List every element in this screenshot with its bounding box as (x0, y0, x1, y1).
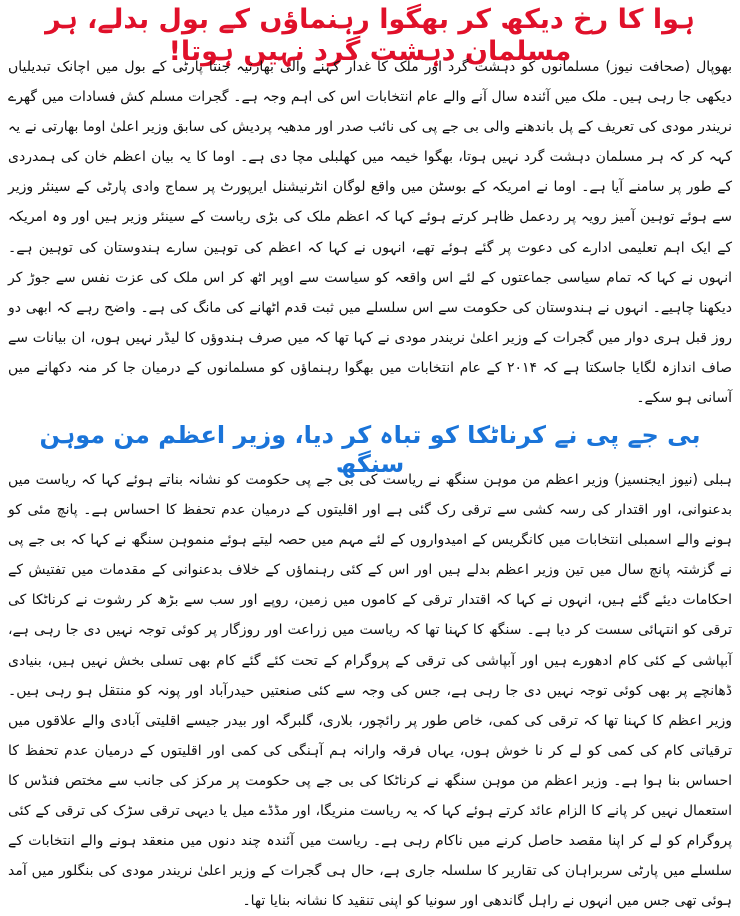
article-2-headline: بی جے پی نے کرناٹکا کو تباہ کر دیا، وزیر اعظم من موہن سنگھ (39, 421, 701, 478)
article-1-headline: ہوا کا رخ دیکھ کر بھگوا رہنماؤں کے بول بدلے، ہر مسلمان دہشت گرد نہیں ہوتا! (45, 4, 695, 68)
article-1-body: بھوپال (صحافت نیوز) مسلمانوں کو دہشت گرد اور ملک کا غدار کہنے والی بھارتیہ جنتا پارٹی کے بول میں اچانک تبدیلیاں دیکھی جا رہی ہیں۔ ملک میں آئندہ سال آنے والے عام انتخابات اس کی اہم وجہ ہے۔ گجرات مسلم کش فسادات میں گھرے نریندر مودی کی تعریف کے پل باندھنے والی بی جے پی کی نائب صدر اور مدھیہ پردیش کی سابق وزیر اعلیٰ اوما بھارتی نے یہ کہہ کر کہ ہر مسلمان دہشت گرد نہیں ہوتا، بھگوا خیمہ میں کھلبلی مچا دی ہے۔ اوما کا یہ بیان اعظم خان کی ہمدردی کے طور پر سامنے آیا ہے۔ اوما نے امریکہ کے بوسٹن میں واقع لوگان انٹرنیشنل ایرپورٹ پر سماج وادی پارٹی کے سینئر وزیر سے ہوئے توہین آمیز رویہ پر ردعمل ظاہر کرتے ہوئے کہا کہ اعظم ملک کی بڑی ریاست کے سینئر وزیر ہیں اور وہ امریکہ کے ایک اہم تعلیمی ادارے کی دعوت پر گئے ہوئے تھے، انہوں نے کہا کہ اعظم کی توہین سارے ہندوستان کی توہین ہے۔ انہوں نے کہا کہ تمام سیاسی جماعتوں کے لئے اس واقعہ کو سیاست سے اوپر اٹھ کر اس ملک کی عزت نفس سے جوڑ کر دیکھنا چاہیے۔ انہوں نے ہندوستان کی حکومت سے اس سلسلے میں ثبت قدم اٹھانے کی مانگ کی ہے۔ واضح رہے کہ ابھی دو روز قبل ہری دوار میں گجرات کے وزیر اعلیٰ نریندر مودی نے کہا تھا کہ میں صرف ہندوؤں کا لیڈر نہیں ہوں، ان بیانات سے صاف اندازہ لگایا جاسکتا ہے کہ ۲۰۱۴ کے عام انتخابات میں بھگوا رہنماؤں کو مسلمانوں کے درمیان جا کر منہ دکھانے میں آسانی ہو سکے۔ (8, 59, 733, 407)
article-2-body: ہبلی (نیوز ایجنسیز) وزیر اعظم من موہن سنگھ نے ریاست کی بی جے پی حکومت کو نشانہ بناتے ہوئے کہا کہ ریاست میں بدعنوانی، اور اقتدار کی رسہ کشی سے ترقی رک گئی ہے اور اقلیتوں کے درمیان عدم تحفظ کا احساس ہے۔ پانچ مئی کو ہونے والے اسمبلی انتخابات میں کانگریس کے امیدواروں کے لئے مہم میں حصہ لیتے ہوئے منموہن سنگھ نے کہا کہ بی جے پی نے گزشتہ پانچ سال میں تین وزیر اعظم بدلے ہیں اور اس کے کئی رہنماؤں کے خلاف بدعنوانی کے مقدمات میں تفتیش کے احکامات دیئے گئے ہیں، انہوں نے کہا کہ اقتدار ترقی کے کاموں میں زمین، روپے اور سب سے بڑھ کر رشوت نے کرناٹکا کی ترقی کو انتہائی سست کر دیا ہے۔ سنگھ کا کہنا تھا کہ ریاست میں زراعت اور روزگار پر کوئی توجہ نہیں دی جا رہی ہے، آبپاشی کے کئی کام ادھورے ہیں اور آبپاشی کی ترقی کے پروگرام کے تحت کئے گئے کام بھی تسلی بخش نہیں ہیں، بنیادی ڈھانچے پر بھی کوئی توجہ نہیں دی جا رہی ہے، جس کی وجہ سے کئی صنعتیں حیدرآباد اور پونہ کو منتقل ہو رہی ہیں۔ وزیر اعظم کا کہنا تھا کہ ترقی کی کمی، خاص طور پر رائچور، بلاری، گلبرگہ اور بیدر جیسے اقلیتی آبادی والے علاقوں میں ترقیاتی کام کی کمی کو لے کر نا خوش ہوں، یہاں فرقہ وارانہ ہم آہنگی کی کمی اور اقلیتوں کے درمیان عدم تحفظ کا احساس بنا ہوا ہے۔ وزیر اعظم من موہن سنگھ نے کرناٹکا کی بی جے پی حکومت پر مرکز کی جانب سے مختص فنڈس کا استعمال نہیں کر پانے کا الزام عائد کرتے ہوئے کہا کہ یہ ریاست منریگا، اور مڈڈے میل یا دیہی ترقی سڑک کی ترقی کے کئی پروگرام کو لے کر اپنا مقصد حاصل کرنے میں ناکام رہی ہے۔ ریاست میں آئندہ چند دنوں میں منعقد ہونے والے انتخابات کے سلسلے میں پارٹی سربراہان کی تقاریر کا سلسلہ جاری ہے، حال ہی گجرات کے وزیر اعلیٰ نریندر مودی کی بنگلور میں آمد ہوئی تھی جس میں انہوں نے راہل گاندھی اور سونیا کو اپنی تنقید کا نشانہ بنایا تھا۔ (8, 472, 732, 910)
